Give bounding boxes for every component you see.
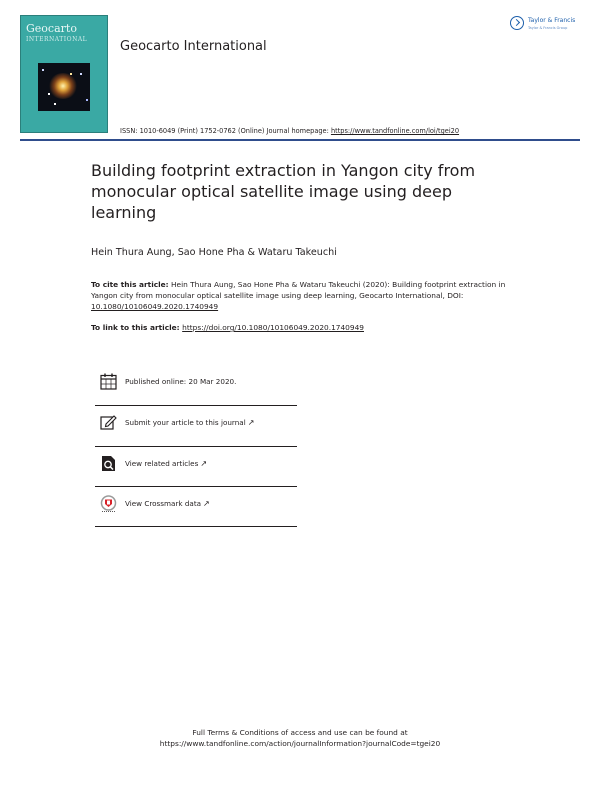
cover-galaxy-image: [38, 63, 90, 111]
terms-link[interactable]: https://www.tandfonline.com/action/journalInformation?journalCode=tgei20: [159, 739, 441, 748]
link-label: To link to this article:: [91, 323, 183, 332]
submit-article-row[interactable]: [95, 406, 297, 446]
external-link-icon: ↗: [247, 418, 255, 427]
article-url-link[interactable]: https://doi.org/10.1080/10106049.2020.1740949: [182, 323, 364, 332]
link-to-article: [91, 323, 364, 332]
article-title: Building footprint extraction in Yangon city from monocular optical satellite image using deep learning: [91, 161, 476, 222]
citation-block: [91, 279, 531, 312]
article-authors: Hein Thura Aung, Sao Hone Pha & Wataru Takeuchi: [91, 247, 337, 258]
published-row: [95, 365, 297, 405]
submit-article-link[interactable]: Submit your article to this journal: [125, 418, 246, 427]
journal-name: Geocarto International: [120, 39, 267, 54]
related-articles-link[interactable]: View related articles: [125, 459, 199, 468]
header-divider: [20, 139, 580, 141]
doi-link[interactable]: 10.1080/10106049.2020.1740949: [91, 302, 219, 311]
document-search-icon: [100, 455, 117, 472]
related-articles-row[interactable]: [95, 447, 297, 487]
calendar-icon: [100, 373, 117, 390]
edit-icon: [100, 414, 117, 431]
publisher-logo: Taylor & Francis Taylor & Francis Group: [510, 15, 585, 37]
crossmark-row[interactable]: [95, 487, 297, 527]
issn-line: ISSN: 1010-6049 (Print) 1752-0762 (Online) Journal homepage: https://www.tandfonline.com/loi/tgei20: [120, 127, 460, 135]
publisher-logo-icon: [510, 16, 524, 30]
cite-text: Hein Thura Aung, Sao Hone Pha & Wataru Takeuchi (2020): Building footprint extraction in Yangon city from monocular optical satellite image using deep learning, Geocarto International, DOI:: [91, 280, 506, 300]
external-link-icon: ↗: [203, 499, 210, 508]
journal-homepage-link[interactable]: https://www.tandfonline.com/loi/tgei20: [330, 127, 460, 135]
cover-title: Geocarto INTERNATIONAL: [26, 22, 88, 43]
crossmark-icon: [100, 495, 117, 512]
footer-terms: Full Terms & Conditions of access and use can be found at https://www.tandfonline.com/action/journalInformation?journalCode=tgei20: [100, 727, 500, 749]
external-link-icon: ↗: [200, 459, 208, 468]
cite-label: To cite this article:: [91, 280, 169, 289]
crossmark-link[interactable]: View Crossmark data: [125, 499, 202, 508]
info-divider: [95, 526, 297, 527]
journal-cover: [20, 15, 108, 133]
published-date: Published online: 20 Mar 2020.: [125, 377, 237, 386]
